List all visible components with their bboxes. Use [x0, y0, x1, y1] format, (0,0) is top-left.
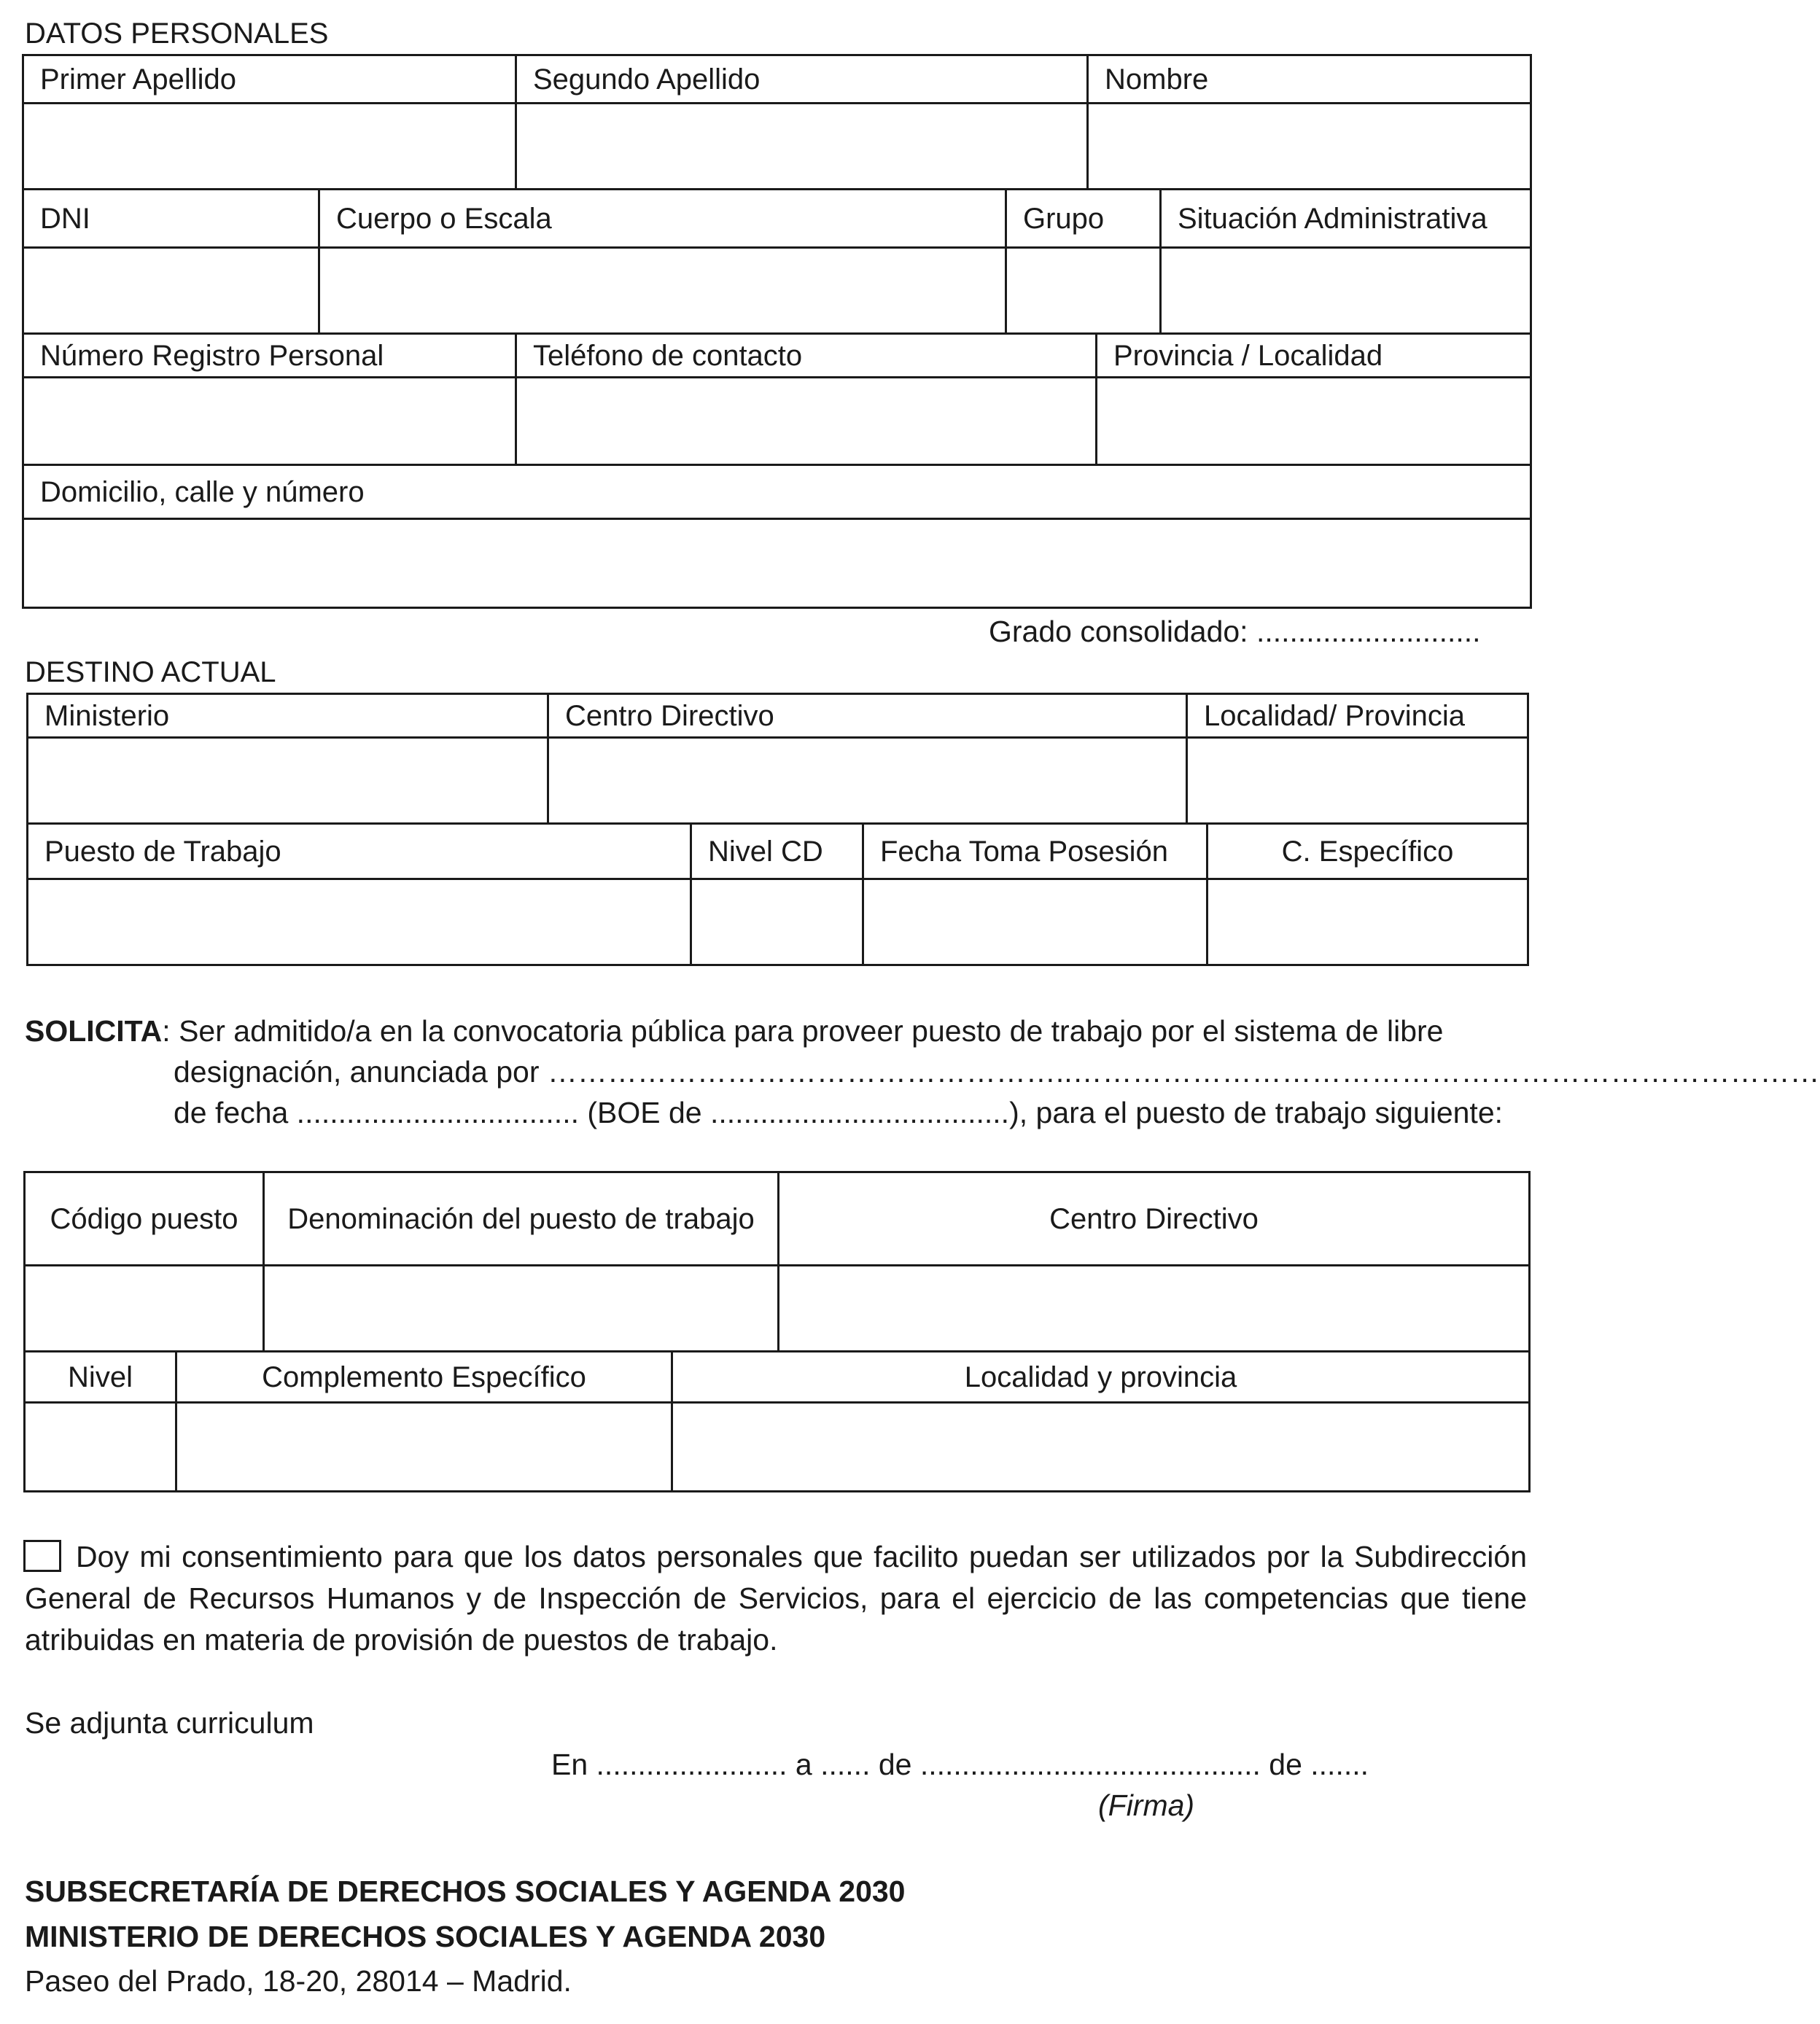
localidad-provincia-field[interactable] [1187, 738, 1528, 824]
label-codigo-puesto: Código puesto [25, 1172, 264, 1266]
adjunta-curriculum: Se adjunta curriculum [25, 1706, 314, 1740]
datos-personales-table-4 [22, 464, 1532, 609]
label-puesto-centro-directivo: Centro Directivo [779, 1172, 1530, 1266]
label-localidad-provincia: Localidad/ Provincia [1187, 694, 1528, 738]
destino-actual-table-2 [26, 822, 1529, 966]
puesto-centro-directivo-field[interactable] [779, 1266, 1530, 1352]
label-ministerio: Ministerio [28, 694, 548, 738]
provincia-localidad-field[interactable] [1097, 378, 1531, 465]
firma-label: (Firma) [1098, 1788, 1195, 1822]
label-nombre: Nombre [1088, 55, 1531, 104]
label-primer-apellido: Primer Apellido [23, 55, 516, 104]
centro-directivo-field[interactable] [548, 738, 1187, 824]
segundo-apellido-field[interactable] [516, 104, 1088, 190]
label-situacion-administrativa: Situación Administrativa [1161, 190, 1531, 248]
datos-personales-table-3 [22, 332, 1532, 466]
solicita-label: SOLICITA [25, 1014, 163, 1048]
situacion-administrativa-field[interactable] [1161, 248, 1531, 334]
section-title-datos-personales: DATOS PERSONALES [25, 17, 329, 50]
label-provincia-localidad: Provincia / Localidad [1097, 334, 1531, 378]
label-segundo-apellido: Segundo Apellido [516, 55, 1088, 104]
puesto-table-2 [23, 1350, 1531, 1492]
datos-personales-table-1 [22, 54, 1532, 190]
consent-text: Doy mi consentimiento para que los datos personales que facilito puedan ser utilizados por la Subdirección General de Recursos Humanos y de Inspección de Servicios, para el ejercicio de las competencias que tiene atribuidas en materia de provisión de puestos de trabajo. [25, 1540, 1527, 1657]
section-title-destino-actual: DESTINO ACTUAL [25, 656, 276, 688]
destino-actual-table-1 [26, 693, 1529, 825]
label-localidad-y-provincia: Localidad y provincia [672, 1352, 1530, 1403]
label-cuerpo-escala: Cuerpo o Escala [319, 190, 1006, 248]
telefono-contacto-field[interactable] [516, 378, 1097, 465]
ministerio-field[interactable] [28, 738, 548, 824]
numero-registro-personal-field[interactable] [23, 378, 516, 465]
nivel-field[interactable] [25, 1403, 176, 1492]
solicita-line-3: de fecha .................................. (BOE de ....................................), para el puesto de trabajo siguiente: [174, 1096, 1504, 1129]
label-fecha-toma-posesion: Fecha Toma Posesión [863, 824, 1208, 879]
complemento-especifico-field[interactable] [176, 1403, 672, 1492]
footer-ministerio: MINISTERIO DE DERECHOS SOCIALES Y AGENDA 2030 [25, 1920, 826, 1953]
fecha-toma-posesion-field[interactable] [863, 879, 1208, 965]
footer-subsecretaria: SUBSECRETARÍA DE DERECHOS SOCIALES Y AGENDA 2030 [25, 1875, 906, 1908]
footer-address: Paseo del Prado, 18-20, 28014 – Madrid. [25, 1964, 572, 1998]
grupo-field[interactable] [1006, 248, 1161, 334]
solicita-line-2: designación, anunciada por ……………………………………………..………………………………………………………………… [174, 1055, 1820, 1089]
label-grupo: Grupo [1006, 190, 1161, 248]
label-telefono-contacto: Teléfono de contacto [516, 334, 1097, 378]
label-numero-registro-personal: Número Registro Personal [23, 334, 516, 378]
c-especifico-field[interactable] [1208, 879, 1528, 965]
datos-personales-table-2 [22, 188, 1532, 335]
nombre-field[interactable] [1088, 104, 1531, 190]
label-domicilio: Domicilio, calle y número [23, 465, 1531, 519]
label-nivel-cd: Nivel CD [691, 824, 863, 879]
puesto-trabajo-field[interactable] [28, 879, 691, 965]
solicita-line-1 [25, 1016, 1530, 1046]
label-dni: DNI [23, 190, 319, 248]
localidad-y-provincia-field[interactable] [672, 1403, 1530, 1492]
dni-field[interactable] [23, 248, 319, 334]
domicilio-field[interactable] [23, 519, 1531, 608]
label-nivel: Nivel [25, 1352, 176, 1403]
primer-apellido-field[interactable] [23, 104, 516, 190]
solicita-text-1: : Ser admitido/a en la convocatoria pública para proveer puesto de trabajo por el sistema de libre [162, 1014, 1444, 1048]
cuerpo-escala-field[interactable] [319, 248, 1006, 334]
label-puesto-trabajo: Puesto de Trabajo [28, 824, 691, 879]
puesto-table-1 [23, 1171, 1531, 1352]
grado-consolidado: Grado consolidado: ........................... [989, 615, 1481, 648]
codigo-puesto-field[interactable] [25, 1266, 264, 1352]
label-c-especifico: C. Específico [1208, 824, 1528, 879]
fecha-linea: En ....................... a ...... de ......................................... de ....... [551, 1748, 1369, 1781]
denominacion-puesto-field[interactable] [264, 1266, 779, 1352]
label-centro-directivo: Centro Directivo [548, 694, 1187, 738]
label-denominacion-puesto: Denominación del puesto de trabajo [264, 1172, 779, 1266]
label-complemento-especifico: Complemento Específico [176, 1352, 672, 1403]
nivel-cd-field[interactable] [691, 879, 863, 965]
